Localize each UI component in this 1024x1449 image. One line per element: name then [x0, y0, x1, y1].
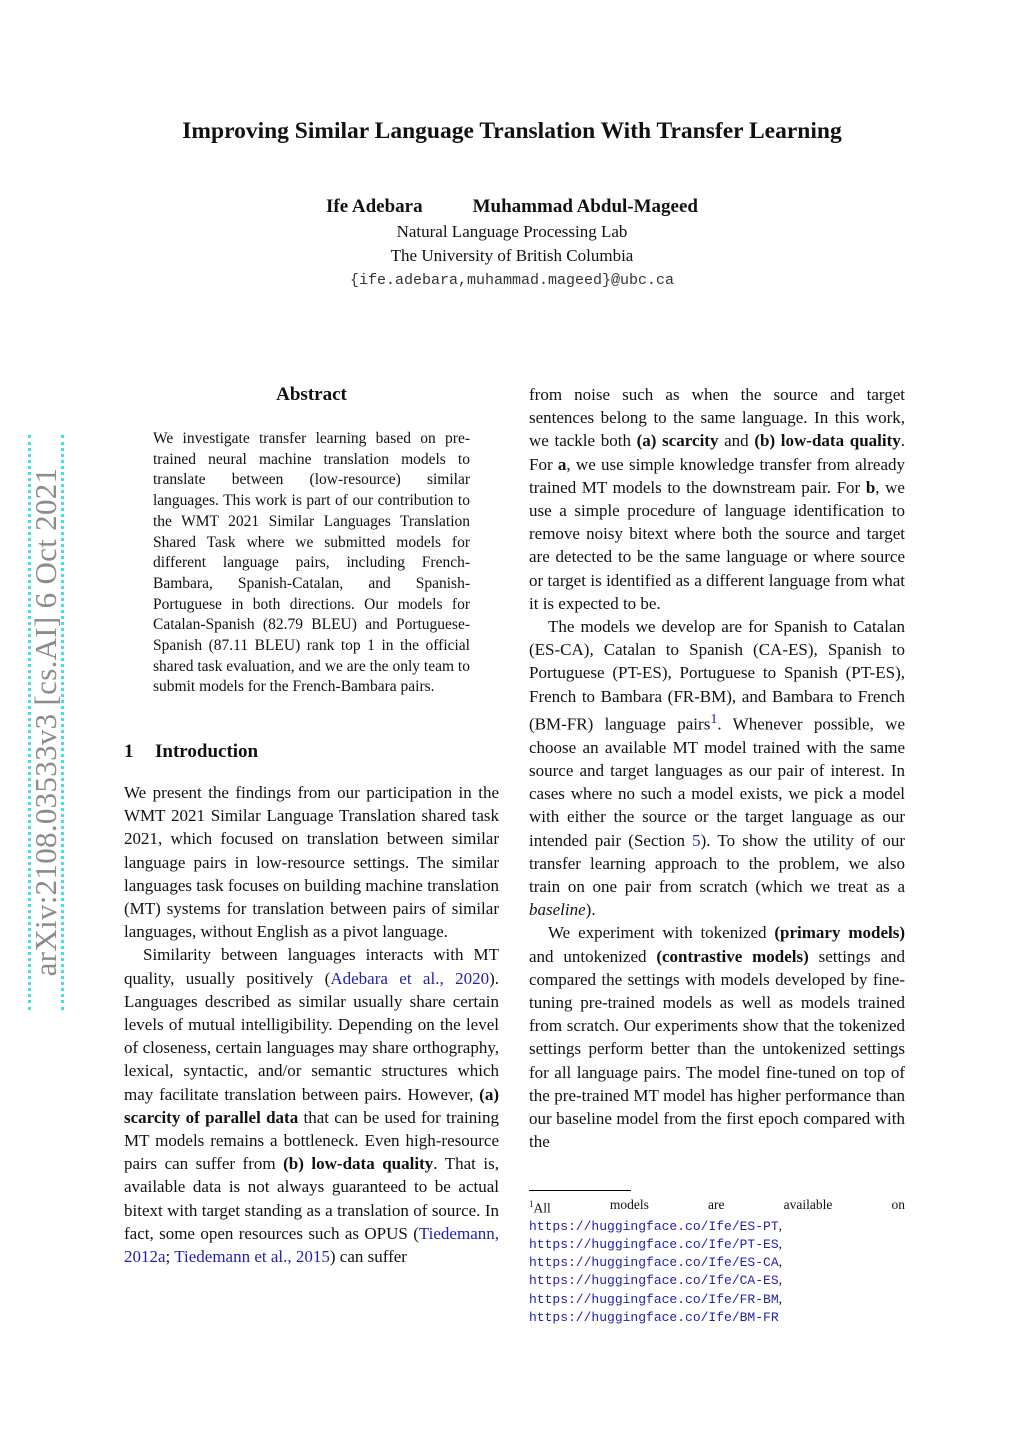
author-1: Ife Adebara [326, 196, 423, 217]
footnote-rule [529, 1190, 631, 1191]
abstract-text: We investigate transfer learning based on pre-trained neural machine translation models to translate between (low-resource) similar languages. This work is part of our contribution to the WMT 2021 Similar Languages Translation Shared Task where we submitted models for different language pairs, including French-Bambara, Spanish-Catalan, and Spanish-Portuguese in both directions. Our models for Catalan-Spanish (82.79 BLEU) and Portuguese-Spanish (87.11 BLEU) rank top 1 in the official shared task evaluation, and we are the only team to submit models for the French-Bambara pairs. [153, 430, 470, 696]
footnote-text: $^1$All models are available on [529, 1197, 905, 1216]
author-2: Muhammad Abdul-Mageed [472, 196, 698, 217]
section-heading [124, 741, 258, 763]
footnote-link[interactable]: https://huggingface.co/Ife/PT-ES [529, 1236, 779, 1252]
paper-title: Improving Similar Language Translation With Transfer Learning [182, 118, 842, 144]
footnote-link[interactable]: https://huggingface.co/Ife/BM-FR [529, 1309, 779, 1325]
intro-paragraph-1: We present the findings from our participation in the WMT 2021 Similar Language Translation shared task 2021, which focused on translation between similar language pairs in low-resource settings. The similar languages task focuses on building machine translation (MT) systems for translation between pairs of similar languages, without English as a pivot language. [124, 783, 499, 942]
authors [0, 196, 1024, 218]
footnote-marker[interactable]: 1 [710, 710, 718, 727]
right-paragraph-3: We experiment with tokenized (primary models) and untokenized (contrastive models) settings and compared the settings with models developed by fine-tuning pre-trained models as well as models trained from scratch. Our experiments show that the tokenized settings perform better than the untokenized settings for all language pairs. The model fine-tuned on top of the pre-trained MT model has higher performance than our baseline model from the first epoch compared with the [529, 923, 905, 1152]
footnote-link[interactable]: https://huggingface.co/Ife/ES-CA [529, 1255, 779, 1271]
right-paragraph-2: The models we develop are for Spanish to Catalan (ES-CA), Catalan to Spanish (CA-ES), Spanish to Portuguese (PT-ES), Portuguese to Spanish (PT-ES), French to Bambara (FR-BM), and Bambara to French (BM-FR) language pairs$^1$. Whenever possible, we choose an available MT model trained with the same source and target languages as our pair of interest. In cases where no such a model exists, we pick a model with either the source or the target language as our intended pair (Section 5). To show the utility of our transfer learning approach to the problem, we also train on one pair from scratch (which we treat as a baseline). [529, 617, 905, 920]
footnote-link[interactable]: https://huggingface.co/Ife/CA-ES [529, 1273, 779, 1289]
footnote-link[interactable]: https://huggingface.co/Ife/FR-BM [529, 1291, 779, 1307]
left-column [124, 781, 499, 1268]
section-reference-link[interactable]: 5 [692, 830, 701, 850]
affiliation-lab: Natural Language Processing Lab [396, 222, 628, 241]
abstract-heading: Abstract [276, 384, 347, 405]
section-number: 1 [124, 741, 134, 762]
affiliation-university: The University of British Columbia [390, 246, 634, 265]
footnote-number: 1 [529, 1199, 534, 1209]
section-title: Introduction [155, 741, 259, 762]
citation-link[interactable]: Adebara et al., 2020 [330, 968, 490, 988]
arxiv-stamp: arXiv:2108.03533v3 [cs.AI] 6 Oct 2021 [28, 467, 63, 977]
right-paragraph-1: from noise such as when the source and target sentences belong to the same language. In this work, we tackle both (a) scarcity and (b) low-data quality. For a, we use simple knowledge transfer from already trained MT models to the downstream pair. For b, we use a simple procedure of language identification to remove noisy bitext where both the source and target are detected to be the same language or where source or target is identified as a different language from what it is expected to be. [529, 385, 906, 613]
footnote: $^1$All models are available on https://huggingface.co/Ife/ES-PT, https://huggingface.co/Ife/PT-ES, https://huggingface.co/Ife/ES-CA, https://huggingface.co/Ife/CA-ES, https://huggingface.co/Ife/FR-BM, https://huggingface.co/Ife/BM-FR [529, 1197, 905, 1325]
author-email: {ife.adebara,muhammad.mageed}@ubc.ca [349, 272, 675, 289]
citation-link[interactable]: Tiedemann, 2012a [124, 1223, 499, 1267]
right-column [529, 383, 905, 1153]
intro-paragraph-2: Similarity between languages interacts with MT quality, usually positively (Adebara et al., 2020). Languages described as similar usually share certain levels of mutual intelligibility. Depending on the level of closeness, certain languages may share orthography, lexical, syntactic, and/or semantic structures which may facilitate translation between pairs. However, (a) scarcity of parallel data that can be used for training MT models remains a bottleneck. Even high-resource pairs can suffer from (b) low-data quality. That is, available data is not always guaranteed to be actual bitext with target standing as a translation of source. In fact, some open resources such as OPUS (Tiedemann, 2012a; Tiedemann et al., 2015) can suffer [124, 945, 499, 1267]
footnote-link[interactable]: https://huggingface.co/Ife/ES-PT [529, 1218, 779, 1234]
citation-link[interactable]: Tiedemann et al., 2015 [174, 1247, 330, 1267]
